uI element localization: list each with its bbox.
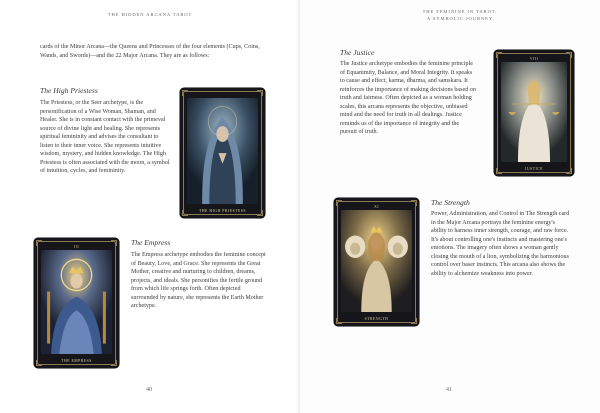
empress-heading: The Empress (131, 238, 171, 247)
right-page (300, 0, 600, 413)
running-head-left: THE HIDDEN ARCANA TAROT (107, 12, 193, 17)
intro-paragraph: cards of the Minor Arcana—the Queens and Princesses of the four elements (Cups, Coins, Wands, and Swords)—and the 22 Major Arcana. They are as follows: (40, 44, 260, 59)
high-priestess-heading: The High Priestess (40, 86, 98, 95)
running-head-right-line1: THE FEMININE IN TAROT: (422, 9, 498, 14)
running-head-right (380, 9, 540, 22)
running-head-right-line2: A SYMBOLIC JOURNEY (426, 15, 494, 21)
empress-card (34, 238, 119, 368)
high-priestess-body: The Priestess, or the Seer archetype, is the personification of a Wise Woman, Shaman, and Healer. She is in constant contact with the primeval source of divine light and healing. She represents spiritual femininity and advises the consultant to listen to their inner voice. She represents intuitive wisdom, mystery, and hidden knowledge. The High Priestess is often associated with the moon, a symbol of intuition, cycles, and femininity. (40, 100, 170, 175)
empress-body: The Empress archetype embodies the feminine concept of Beauty, Love, and Grace. She represents the Great Mother, creative and nurturing to children, dreams, projects, and ideals. She personifies the fertile ground from which life springs forth. Often depicted surrounded by nature, she represents the Earth Mother archetype. (131, 252, 266, 310)
justice-body: The Justice archetype embodies the feminine principle of Equanimity, Balance, and Moral Integrity. It speaks to cause and effect, karma, dharma, and samskara. It reinforces the importance of making decisions based on truth and fairness. Often depicted as a woman holding scales, this arcana represents the objective, unbiased mind and the need for truth in all dealings. Justice reminds us of the importance of integrity and the pursuit of truth. (340, 61, 476, 136)
empress-art (41, 250, 112, 354)
strength-card-title: STRENGTH (364, 317, 389, 321)
empress-card-number: III (73, 244, 80, 249)
justice-heading: The Justice (340, 48, 375, 57)
page-number-right: 41 (446, 387, 452, 393)
strength-body: Power, Administration, and Control in The Strength card in the Major Arcana portrays the feminine energy's ability to harness inner strength, courage, and raw force. It's about controlling one's instincts and mastering one's emotions. The imagery often shows a woman gently closing the mouth of a lion, symbolizing the harmonious control over baser instincts. This arcana also shows the ability to alchemize weakness into power. (431, 211, 570, 277)
strength-card-number: XI (373, 204, 380, 209)
empress-card-title: THE EMPRESS (61, 359, 92, 363)
strength-card (334, 198, 419, 326)
high-priestess-art (187, 98, 258, 204)
high-priestess-card (180, 88, 265, 218)
page-number-left: 40 (146, 387, 152, 393)
justice-card-number: VIII (529, 56, 539, 61)
strength-heading: The Strength (431, 198, 470, 207)
strength-art (341, 210, 412, 312)
justice-card (494, 50, 574, 176)
justice-art (501, 62, 567, 162)
justice-card-title: JUSTICE (524, 167, 544, 171)
high-priestess-card-title: THE HIGH PRIESTESS (199, 209, 246, 213)
